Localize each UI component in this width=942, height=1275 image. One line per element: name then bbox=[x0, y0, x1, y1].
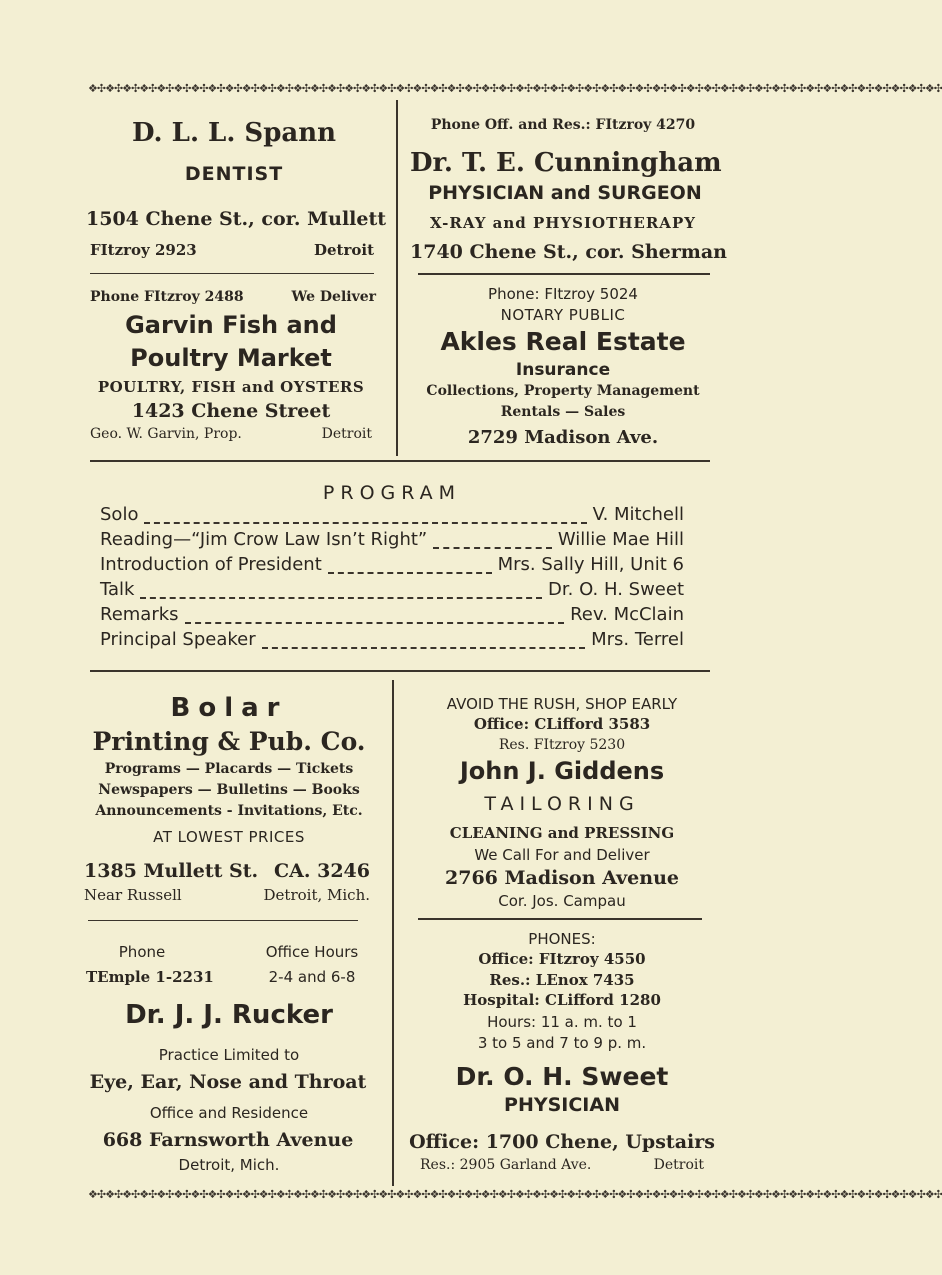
program-leader bbox=[262, 647, 585, 649]
rucker-name: Dr. J. J. Rucker bbox=[125, 1000, 333, 1030]
sweet-hours1: Hours: 11 a. m. to 1 bbox=[487, 1013, 637, 1031]
spann-address: 1504 Chene St., cor. Mullett bbox=[86, 208, 387, 230]
program-item-right: V. Mitchell bbox=[592, 504, 684, 525]
rucker-practice: Practice Limited to bbox=[158, 1046, 300, 1064]
giddens-address: 2766 Madison Avenue bbox=[445, 867, 679, 889]
program-leader bbox=[140, 597, 542, 599]
program-item-left: Principal Speaker bbox=[100, 629, 256, 650]
garvin-name-line1: Garvin Fish and bbox=[125, 311, 337, 339]
spann-city: Detroit bbox=[313, 241, 374, 259]
cunningham-specialty: X-RAY and PHYSIOTHERAPY bbox=[430, 214, 696, 232]
top-vertical-divider bbox=[396, 100, 398, 456]
bolar-address: 1385 Mullett St. bbox=[84, 860, 259, 882]
bolar-rucker-rule bbox=[88, 920, 358, 921]
sweet-title: PHYSICIAN bbox=[504, 1094, 620, 1116]
program-item-right: Dr. O. H. Sweet bbox=[548, 579, 684, 600]
sweet-office: Office: 1700 Chene, Upstairs bbox=[409, 1131, 715, 1153]
program-item-right: Willie Mae Hill bbox=[557, 529, 684, 550]
bolar-name-line1: Bolar bbox=[170, 693, 288, 723]
bottom-vertical-divider bbox=[392, 680, 394, 1186]
bolar-city: Detroit, Mich. bbox=[263, 886, 370, 904]
bolar-line2: Newspapers — Bulletins — Books bbox=[98, 782, 360, 798]
giddens-services: CLEANING and PRESSING bbox=[449, 824, 675, 842]
sweet-res: Res.: 2905 Garland Ave. bbox=[420, 1157, 592, 1173]
garvin-name-line2: Poultry Market bbox=[130, 344, 332, 372]
giddens-trade: TAILORING bbox=[484, 793, 640, 815]
sweet-office-phone: Office: FItzroy 4550 bbox=[478, 950, 646, 968]
bolar-prices: AT LOWEST PRICES bbox=[153, 828, 305, 846]
rucker-specialty: Eye, Ear, Nose and Throat bbox=[89, 1071, 367, 1093]
garvin-prop: Geo. W. Garvin, Prop. bbox=[90, 426, 242, 442]
program-item bbox=[100, 579, 684, 604]
sweet-hours2: 3 to 5 and 7 to 9 p. m. bbox=[477, 1034, 647, 1052]
cunningham-address: 1740 Chene St., cor. Sherman bbox=[410, 241, 727, 263]
giddens-corner: Cor. Jos. Campau bbox=[498, 892, 626, 910]
spann-name: D. L. L. Spann bbox=[131, 118, 337, 148]
sweet-name: Dr. O. H. Sweet bbox=[455, 1062, 669, 1091]
spann-phone: FItzroy 2923 bbox=[90, 241, 197, 259]
rucker-city: Detroit, Mich. bbox=[178, 1156, 280, 1174]
garvin-deliver: We Deliver bbox=[291, 289, 376, 305]
garvin-city: Detroit bbox=[321, 426, 372, 442]
bolar-phone: CA. 3246 bbox=[274, 860, 370, 882]
akles-notary: NOTARY PUBLIC bbox=[500, 306, 626, 324]
bolar-line1: Programs — Placards — Tickets bbox=[104, 761, 354, 777]
top-ornament-border: ❖✣❖✣❖✣❖✣❖✣❖✣❖✣❖✣❖✣❖✣❖✣❖✣❖✣❖✣❖✣❖✣❖✣❖✣❖✣❖✣❖✣❖✣❖✣❖✣❖✣❖✣❖✣❖✣❖✣❖✣❖✣❖✣❖✣❖✣❖✣❖✣❖✣❖✣❖✣❖✣❖✣❖✣❖✣❖✣❖✣❖✣❖✣❖✣❖✣❖✣ bbox=[88, 82, 942, 95]
program-item bbox=[100, 604, 684, 629]
program-item-left: Remarks bbox=[100, 604, 179, 625]
akles-insurance: Insurance bbox=[515, 360, 611, 380]
spann-title: DENTIST bbox=[184, 163, 284, 185]
program-item bbox=[100, 629, 684, 654]
program-item-left: Talk bbox=[100, 579, 135, 600]
bolar-line3: Announcements - Invitations, Etc. bbox=[95, 803, 363, 819]
sweet-res-phone: Res.: LEnox 7435 bbox=[489, 971, 635, 989]
rucker-phone: TEmple 1-2231 bbox=[86, 968, 214, 986]
bolar-near: Near Russell bbox=[84, 886, 182, 904]
program-item-left: Introduction of President bbox=[100, 554, 322, 575]
garvin-address: 1423 Chene Street bbox=[131, 400, 331, 422]
program-item bbox=[100, 504, 684, 529]
program-item-right: Rev. McClain bbox=[570, 604, 684, 625]
sweet-hospital-phone: Hospital: CLifford 1280 bbox=[463, 991, 661, 1009]
bolar-name-line2: Printing & Pub. Co. bbox=[92, 727, 366, 756]
rucker-hours: 2-4 and 6-8 bbox=[268, 968, 356, 986]
akles-name: Akles Real Estate bbox=[440, 327, 686, 356]
cunningham-name: Dr. T. E. Cunningham bbox=[410, 148, 722, 178]
garvin-goods: POULTRY, FISH and OYSTERS bbox=[97, 378, 365, 396]
cunningham-akles-rule bbox=[418, 273, 710, 275]
garvin-phone: Phone FItzroy 2488 bbox=[90, 289, 244, 305]
spann-garvin-rule bbox=[90, 273, 374, 274]
cunningham-title: PHYSICIAN and SURGEON bbox=[428, 182, 702, 204]
program-item bbox=[100, 554, 684, 579]
cunningham-phone: Phone Off. and Res.: FItzroy 4270 bbox=[430, 117, 696, 133]
program-item-left: Reading—“Jim Crow Law Isn’t Right” bbox=[100, 529, 428, 550]
rucker-hours-label: Office Hours bbox=[265, 943, 359, 961]
program-leader bbox=[185, 622, 565, 624]
program-leader bbox=[328, 572, 492, 574]
program-bottom-rule bbox=[90, 670, 710, 672]
giddens-res: Res. FItzroy 5230 bbox=[498, 737, 626, 753]
giddens-deliver: We Call For and Deliver bbox=[474, 846, 650, 864]
rucker-address: 668 Farnsworth Avenue bbox=[102, 1129, 354, 1151]
program-item bbox=[100, 529, 684, 554]
program-heading: PROGRAM bbox=[322, 482, 462, 504]
program-item-right: Mrs. Sally Hill, Unit 6 bbox=[497, 554, 684, 575]
giddens-office: Office: CLifford 3583 bbox=[473, 715, 651, 733]
akles-rentals: Rentals — Sales bbox=[500, 404, 626, 420]
program-leader bbox=[433, 547, 552, 549]
program-item-left: Solo bbox=[100, 504, 139, 525]
giddens-name: John J. Giddens bbox=[459, 757, 665, 785]
akles-phone: Phone: FItzroy 5024 bbox=[488, 285, 638, 303]
program-top-rule bbox=[90, 460, 710, 462]
program-item-right: Mrs. Terrel bbox=[591, 629, 684, 650]
rucker-office: Office and Residence bbox=[149, 1104, 309, 1122]
akles-services: Collections, Property Management bbox=[426, 383, 700, 399]
sweet-phones-heading: PHONES: bbox=[528, 930, 596, 948]
sweet-city: Detroit bbox=[653, 1157, 704, 1173]
bottom-ornament-border: ❖✣❖✣❖✣❖✣❖✣❖✣❖✣❖✣❖✣❖✣❖✣❖✣❖✣❖✣❖✣❖✣❖✣❖✣❖✣❖✣❖✣❖✣❖✣❖✣❖✣❖✣❖✣❖✣❖✣❖✣❖✣❖✣❖✣❖✣❖✣❖✣❖✣❖✣❖✣❖✣❖✣❖✣❖✣❖✣❖✣❖✣❖✣❖✣❖✣❖✣ bbox=[88, 1188, 942, 1201]
giddens-sweet-rule bbox=[418, 918, 702, 920]
giddens-slogan: AVOID THE RUSH, SHOP EARLY bbox=[446, 695, 678, 713]
rucker-phone-label: Phone bbox=[118, 943, 166, 961]
akles-address: 2729 Madison Ave. bbox=[467, 427, 659, 448]
program-leader bbox=[144, 522, 586, 524]
